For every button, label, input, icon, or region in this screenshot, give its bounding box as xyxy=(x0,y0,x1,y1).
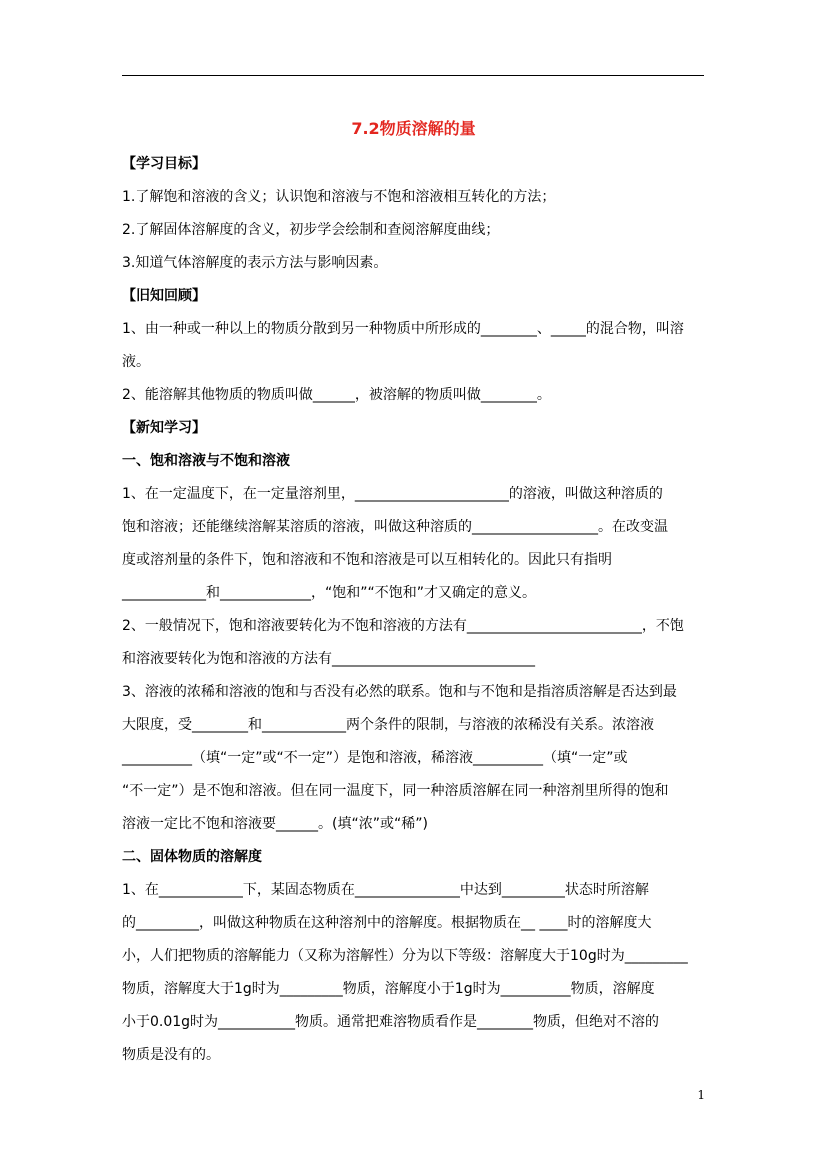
objectives-heading: 【学习目标】 xyxy=(122,156,206,172)
document-body xyxy=(122,148,704,1072)
objective-item: 1.了解饱和溶液的含义；认识饱和溶液与不饱和溶液相互转化的方法； xyxy=(122,189,556,205)
part1-line: 饱和溶液；还能继续溶解某溶质的溶液，叫做这种溶质的__________________。在改变温 xyxy=(122,519,668,535)
new-learning-heading: 【新知学习】 xyxy=(122,420,206,436)
part1-line: 大限度，受________和____________两个条件的限制，与溶液的浓稀没有关系。浓溶液 xyxy=(122,717,654,733)
part2-line: 物质，溶解度大于1g时为_________物质，溶解度小于1g时为__________物质，溶解度 xyxy=(122,981,655,997)
part2-line: 物质是没有的。 xyxy=(122,1047,220,1063)
part2-line: 1、在____________下，某固态物质在_______________中达到_________状态时所溶解 xyxy=(122,882,649,898)
part1-line: 1、在一定温度下，在一定量溶剂里，______________________的溶液，叫做这种溶质的 xyxy=(122,486,663,502)
review-line: 液。 xyxy=(122,354,150,370)
part2-line: 的_________，叫做这种物质在这种溶剂中的溶解度。根据物质在__ ____时的溶解度大 xyxy=(122,915,652,931)
part2-line: 小，人们把物质的溶解能力（又称为溶解性）分为以下等级：溶解度大于10g时为_________ xyxy=(122,948,688,964)
objective-item: 2.了解固体溶解度的含义，初步学会绘制和查阅溶解度曲线； xyxy=(122,222,500,238)
part2-heading: 二、固体物质的溶解度 xyxy=(122,849,262,865)
part1-line: __________（填“一定”或“不一定”）是饱和溶液，稀溶液__________（填“一定”或 xyxy=(122,750,628,766)
part1-line: 和溶液要转化为饱和溶液的方法有_____________________________ xyxy=(122,651,535,667)
document-title: 7.2物质溶解的量 xyxy=(351,119,476,138)
review-line: 1、由一种或一种以上的物质分散到另一种物质中所形成的________、_____的混合物，叫溶 xyxy=(122,321,684,337)
part1-line: 3、溶液的浓稀和溶液的饱和与否没有必然的联系。饱和与不饱和是指溶质溶解是否达到最 xyxy=(122,684,677,700)
part1-heading: 一、饱和溶液与不饱和溶液 xyxy=(122,453,290,469)
objective-item: 3.知道气体溶解度的表示方法与影响因素。 xyxy=(122,255,388,271)
part1-line: ____________和_____________，“饱和”“不饱和”才又确定的意义。 xyxy=(122,585,537,601)
part1-line: 度或溶剂量的条件下，饱和溶液和不饱和溶液是可以互相转化的。因此只有指明 xyxy=(122,552,612,568)
review-line: 2、能溶解其他物质的物质叫做______，被溶解的物质叫做________。 xyxy=(122,387,551,403)
part1-line: “不一定”）是不饱和溶液。但在同一温度下，同一种溶质溶解在同一种溶剂里所得的饱和 xyxy=(122,783,669,799)
header-rule xyxy=(122,75,704,76)
part1-line: 溶液一定比不饱和溶液要______。(填“浓”或“稀”) xyxy=(122,816,428,832)
review-heading: 【旧知回顾】 xyxy=(122,288,206,304)
part2-line: 小于0.01g时为___________物质。通常把难溶物质看作是________物质，但绝对不溶的 xyxy=(122,1014,660,1030)
part1-line: 2、一般情况下，饱和溶液要转化为不饱和溶液的方法有_________________________，不饱 xyxy=(122,618,684,634)
page-number: 1 xyxy=(697,1088,705,1102)
